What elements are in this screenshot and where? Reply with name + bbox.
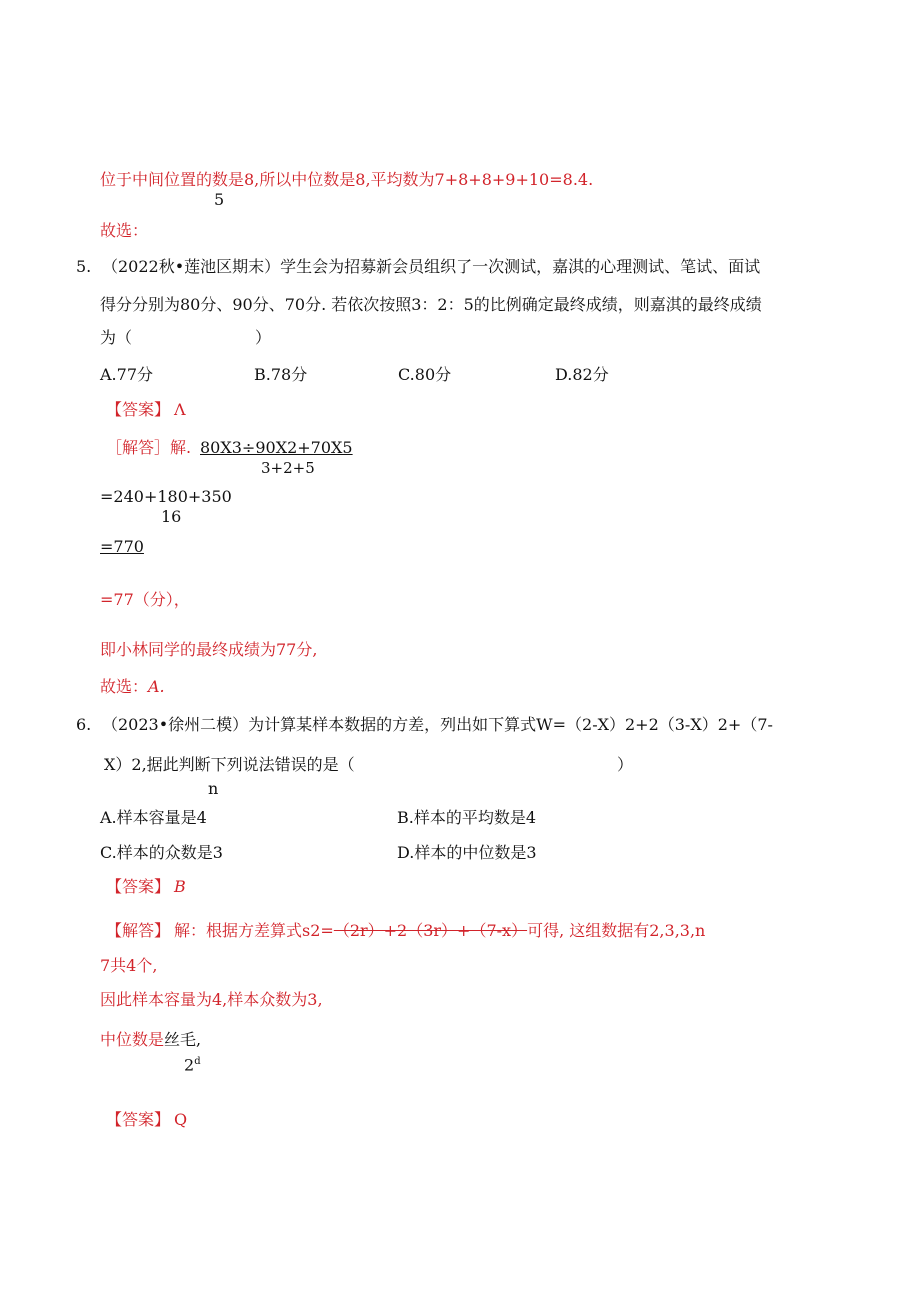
conclusion-line: 即小林同学的最终成绩为77分,: [100, 640, 318, 659]
subscript-n: n: [208, 779, 219, 798]
answer-value: Q: [174, 1110, 188, 1129]
option-b: B.78分: [254, 365, 308, 384]
fraction-denominator: 5: [214, 190, 225, 209]
answer-value: B: [174, 877, 186, 896]
option-d: D.样本的中位数是3: [397, 843, 537, 862]
fraction-numerator: 80X3÷90X2+70X5: [200, 438, 353, 457]
median-text: [100, 1030, 201, 1050]
analysis-label: 【解答】: [106, 921, 171, 940]
choose-label: 故选：: [100, 677, 149, 696]
fraction-value: =770: [100, 537, 144, 556]
option-a: A.样本容量是4: [100, 808, 207, 827]
option-c: C.80分: [398, 365, 452, 384]
question-text: （2022秋•莲池区期末）学生会为招募新会员组织了一次测试，嘉淇的心理测试、笔试、面试: [102, 257, 761, 276]
answer-label: 【答案】: [106, 400, 171, 419]
analysis-text-b: 可得, 这组数据有2,3,3,n: [527, 921, 706, 940]
question-text: 得分分别为80分、90分、70分. 若依次按照3：2：5的比例确定最终成绩，则嘉淇的最终成绩: [100, 295, 762, 314]
text-line: 位于中间位置的数是8,所以中位数是8,平均数为7+8+8+9+10=8.4.: [100, 170, 594, 189]
answer-label: 【答案】: [106, 1110, 171, 1129]
median-sup: d: [194, 1056, 201, 1067]
median-denominator: [184, 1052, 201, 1075]
question-text: ）: [255, 328, 272, 347]
fraction-denominator: 3+2+5: [261, 459, 315, 477]
analysis-text-a: 解：根据方差算式s2=: [174, 921, 334, 940]
choose-value: A.: [148, 677, 165, 696]
option-a: A.77分: [100, 365, 154, 384]
fraction-denominator: 16: [161, 507, 182, 526]
question-number: 6.: [76, 715, 92, 734]
question-text: ）: [617, 755, 634, 774]
analysis-text: [174, 921, 705, 941]
option-b: B.样本的平均数是4: [397, 808, 537, 827]
median-text-a: 中位数是: [100, 1030, 165, 1049]
answer-label: 【答案】: [106, 877, 171, 896]
result-line: =77（分），: [100, 590, 190, 609]
median-text-b: 丝毛,: [164, 1030, 202, 1049]
fraction-numerator: =240+180+350: [100, 487, 232, 506]
answer-value: Λ: [174, 400, 186, 419]
option-c: C.样本的众数是3: [100, 843, 223, 862]
option-d: D.82分: [555, 365, 609, 384]
question-text: 为（: [100, 328, 133, 347]
question-text: X）2,据此判断下列说法错误的是（: [104, 755, 355, 774]
question-text: （2023•徐州二模）为计算某样本数据的方差，列出如下算式W=（2-X）2+2（3-X）2+（7-: [102, 715, 773, 734]
choose-label: 故选：: [100, 221, 149, 240]
analysis-formula: （2r）+2（3r）+（7-x）: [333, 921, 528, 940]
median-den: 2: [184, 1055, 195, 1075]
analysis-line: 因此样本容量为4,样本众数为3,: [100, 990, 323, 1009]
analysis-label: ［解答］解.: [106, 438, 192, 457]
analysis-line: 7共4个,: [100, 956, 158, 975]
question-number: 5.: [76, 257, 92, 276]
